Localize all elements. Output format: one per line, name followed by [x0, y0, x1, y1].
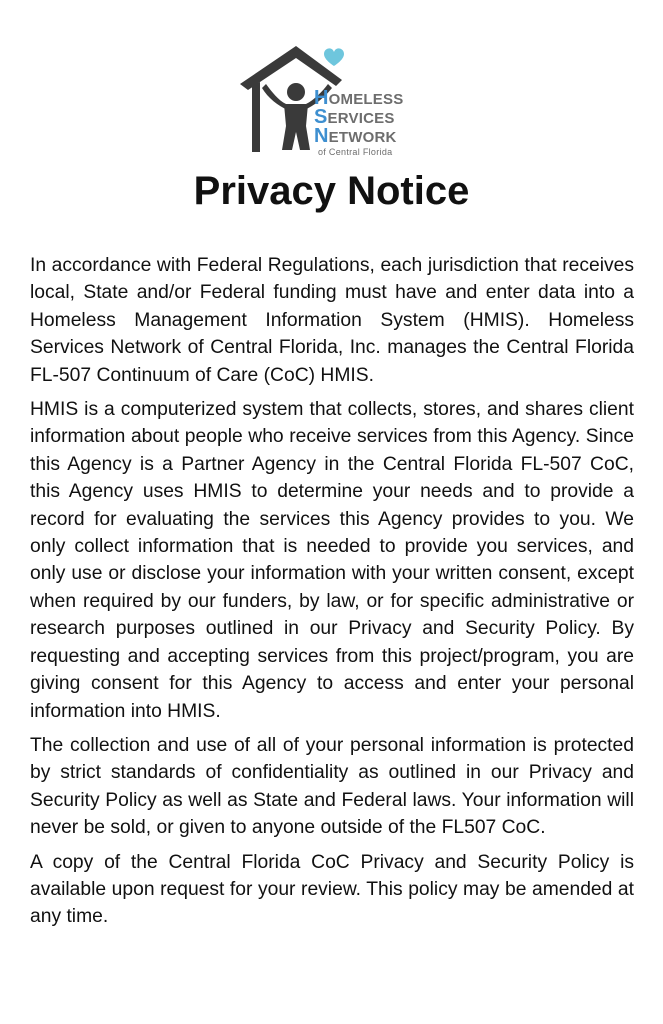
paragraph-policy-availability: A copy of the Central Florida CoC Privacy and Security Policy is available upon request for your review. This policy may be amended at any time.	[30, 851, 634, 928]
logo-subtitle: of Central Florida	[318, 147, 393, 157]
paragraph-hmis-requirement: In accordance with Federal Regulations, each jurisdiction that receives local, State and/or Federal funding must have and enter data into a Homeless Management Information System (HMIS). Homeless Services Network of Central Florida, Inc. manages the Central Florida FL-507 Continuum of Care (CoC) HMIS.	[30, 255, 634, 386]
organization-logo	[238, 40, 438, 158]
paragraph-confidentiality: The collection and use of all of your personal information is protected by strict standards of confidentiality as outlined in our Privacy and Security Policy as well as State and Federal laws. Your information will never be sold, or given to anyone outside of the FL507 CoC.	[30, 734, 634, 839]
notice-body	[30, 252, 634, 938]
logo-line-services: SERVICES	[314, 106, 395, 128]
logo-wordmark	[314, 87, 404, 158]
logo-line-network: NETWORK	[314, 125, 397, 147]
paragraph-hmis-description: HMIS is a computerized system that collects, stores, and shares client information about people who receive services from this Agency. Since this Agency is a Partner Agency in the Central Florida FL-507 CoC, this Agency uses HMIS to determine your needs and to provide a record for evaluating the services this Agency provides to you. We only collect information that is needed to provide you services, and only use or disclose your information with your written consent, except when required by our funders, by law, or for specific administrative or research purposes outlined in our Privacy and Security Policy. By requesting and accepting services from this project/program, you are giving consent for this Agency to access and enter your personal information into HMIS.	[30, 399, 634, 722]
page-title: Privacy Notice	[193, 169, 470, 213]
logo-line-homeless: HOMELESS	[314, 87, 404, 109]
